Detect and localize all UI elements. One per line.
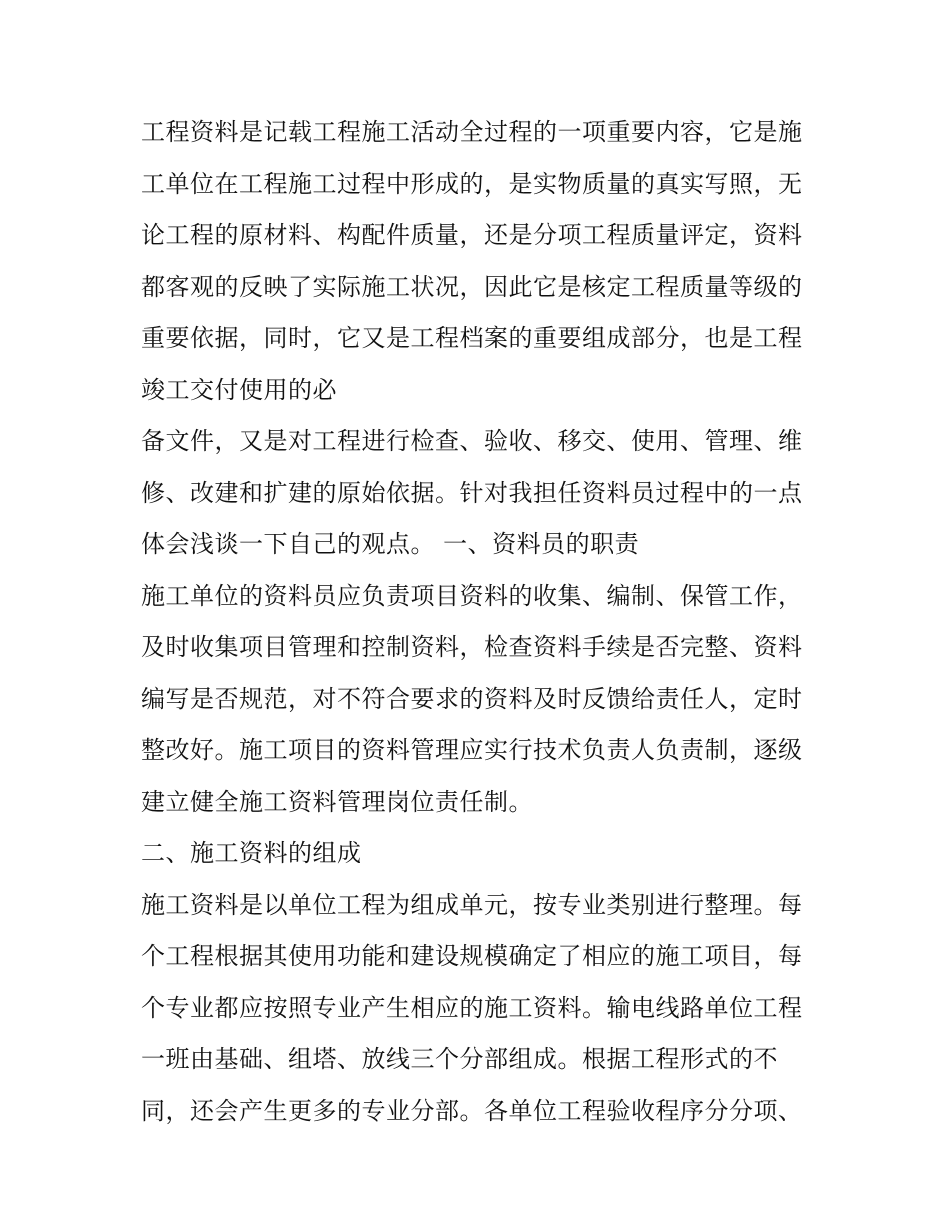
text-line: 及时收集项目管理和控制资料，检查资料手续是否完整、资料 — [141, 633, 803, 661]
text-line: 修、改建和扩建的原始依据。针对我担任资料员过程中的一点 — [141, 478, 803, 507]
text-line: 整改好。施工项目的资料管理应实行技术负责人负责制，逐级 — [141, 736, 803, 764]
text-line: 重要依据，同时，它又是工程档案的重要组成部分，也是工程 — [141, 324, 803, 352]
text-line: 施工单位的资料员应负责项目资料的收集、编制、保管工作， — [141, 581, 803, 610]
text-line: 个工程根据其使用功能和建设规模确定了相应的施工项目，每 — [141, 942, 803, 970]
text-line: 论工程的原材料、构配件质量，还是分项工程质量评定，资料 — [141, 221, 803, 249]
document-body — [141, 107, 821, 1137]
text-line: 工程资料是记载工程施工活动全过程的一项重要内容，它是施 — [141, 118, 803, 146]
text-line: 都客观的反映了实际施工状况，因此它是核定工程质量等级的 — [141, 272, 803, 301]
text-line-with-heading: 体会浅谈一下自己的观点。 一、资料员的职责 — [141, 530, 640, 558]
text-line: 建立健全施工资料管理岗位责任制。 — [141, 787, 533, 816]
text-line: 竣工交付使用的必 — [141, 375, 337, 404]
text-line: 施工资料是以单位工程为组成单元，按专业类别进行整理。每 — [141, 890, 803, 919]
text-line: 备文件，又是对工程进行检查、验收、移交、使用、管理、维 — [141, 427, 803, 455]
text-line: 一班由基础、组塔、放线三个分部组成。根据工程形式的不 — [141, 1045, 778, 1073]
section-heading: 二、施工资料的组成 — [141, 839, 362, 867]
text-line: 编写是否规范，对不符合要求的资料及时反馈给责任人，定时 — [141, 684, 803, 713]
text-line: 同，还会产生更多的专业分部。各单位工程验收程序分分项、 — [141, 1096, 803, 1125]
text-line: 工单位在工程施工过程中形成的，是实物质量的真实写照，无 — [141, 169, 803, 198]
text-line: 个专业都应按照专业产生相应的施工资料。输电线路单位工程 — [141, 993, 803, 1022]
